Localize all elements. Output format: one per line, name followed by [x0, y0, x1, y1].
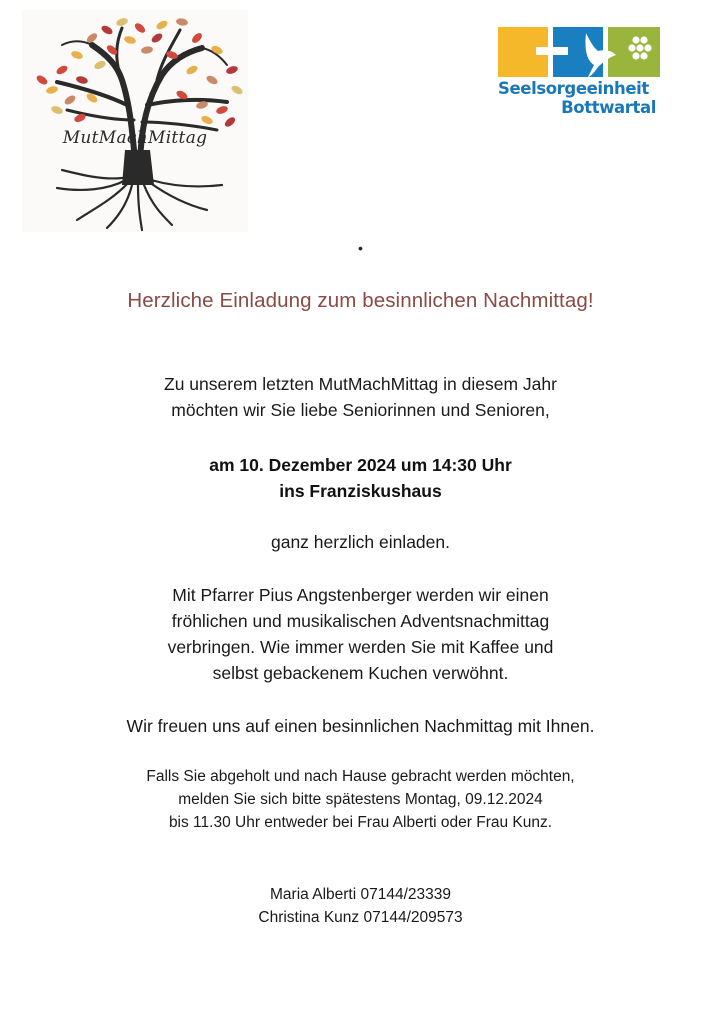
program-line: Mit Pfarrer Pius Angstenberger werden wir einen [172, 585, 549, 605]
separator-dot: • [358, 240, 363, 256]
cross-dove-grapes-icon [498, 27, 660, 77]
headline: Herzliche Einladung zum besinnlichen Nachmittag! [127, 289, 594, 312]
pickup-paragraph [0, 765, 721, 834]
organization-name-line2: Bottwartal [561, 98, 656, 117]
program-line: selbst gebackenem Kuchen verwöhnt. [212, 663, 509, 683]
intro-line: Zu unserem letzten MutMachMittag in diesem Jahr [164, 374, 557, 394]
contact-maria-alberti: Maria Alberti 07144/23339 [270, 886, 451, 903]
closing-line: Wir freuen uns auf einen besinnlichen Nachmittag mit Ihnen. [126, 716, 595, 736]
intro-paragraph [0, 371, 721, 423]
event-date-time: am 10. Dezember 2024 um 14:30 Uhr [209, 455, 512, 475]
program-paragraph [0, 582, 721, 686]
pickup-line: bis 11.30 Uhr entweder bei Frau Alberti oder Frau Kunz. [168, 814, 553, 831]
tree-icon [22, 10, 248, 232]
invite-line: ganz herzlich einladen. [270, 532, 450, 552]
organization-name-line1: Seelsorgeeinheit [498, 79, 649, 98]
intro-line: möchten wir Sie liebe Seniorinnen und Senioren, [171, 400, 550, 420]
seelsorgeeinheit-logo [498, 27, 660, 127]
program-line: verbringen. Wie immer werden Sie mit Kaffee und [167, 637, 554, 657]
contact-christina-kunz: Christina Kunz 07144/209573 [258, 909, 463, 926]
program-line: fröhlichen und musikalischen Adventsnachmittag [171, 611, 550, 631]
pickup-line: melden Sie sich bitte spätestens Montag, 09.12.2024 [178, 791, 543, 808]
contacts [0, 883, 721, 929]
tree-logo-label: MutMachMittag [62, 128, 208, 148]
event-details [0, 452, 721, 504]
pickup-line: Falls Sie abgeholt und nach Hause gebracht werden möchten, [146, 768, 575, 785]
mutmachmittag-logo [22, 10, 248, 232]
event-location: ins Franziskushaus [279, 481, 442, 501]
